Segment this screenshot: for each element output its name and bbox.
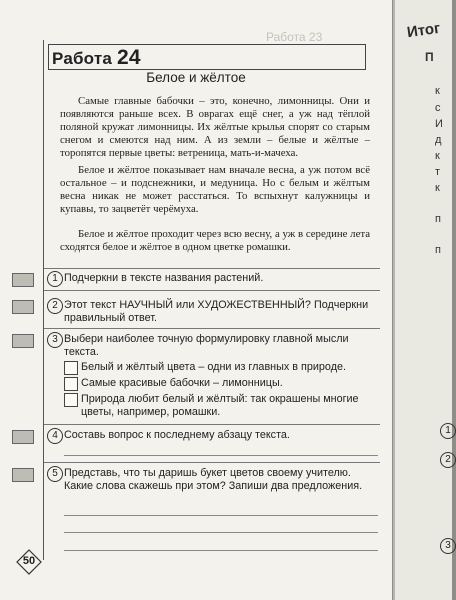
page-number: 50 bbox=[22, 555, 36, 567]
option-text-2: Самые красивые бабочки – лимонницы. bbox=[81, 377, 283, 389]
answer-line[interactable] bbox=[64, 515, 378, 516]
divider bbox=[44, 290, 380, 291]
next-page-letter: п bbox=[435, 244, 441, 256]
task-number-3: 3 bbox=[47, 332, 63, 348]
task-text-2: Этот текст НАУЧНЫЙ или ХУДОЖЕСТВЕННЫЙ? Подчеркни правильный ответ. bbox=[64, 299, 369, 324]
task-number-4: 4 bbox=[47, 428, 63, 444]
score-box-5[interactable] bbox=[12, 468, 34, 482]
text-title: Белое и жёлтое bbox=[146, 70, 246, 85]
option-checkbox-1[interactable] bbox=[64, 361, 78, 375]
paragraph-2: Белое и жёлтое показывает нам вначале весна, а уж потом всё остальное – и подснежники, и медуница. Но с белым и жёлтым весна никак не может расстаться. То вспыхнут калужницы и купавы, то зацветёт черёмуха. bbox=[60, 164, 370, 215]
score-box-2[interactable] bbox=[12, 300, 34, 314]
next-page-task-number: 3 bbox=[440, 538, 456, 554]
answer-line[interactable] bbox=[64, 550, 378, 551]
paragraph-3: Белое и жёлтое проходит через всю весну, а уж в середине лета сходятся белое и жёлтое в одном цветке ромашки. bbox=[60, 228, 370, 253]
task-number-1: 1 bbox=[47, 271, 63, 287]
score-box-3[interactable] bbox=[12, 334, 34, 348]
next-page-letter: д bbox=[435, 134, 442, 146]
option-checkbox-2[interactable] bbox=[64, 377, 78, 391]
next-page-task-number: 1 bbox=[440, 423, 456, 439]
next-page-letter: И bbox=[435, 118, 443, 130]
option-checkbox-3[interactable] bbox=[64, 393, 78, 407]
work-label: Работа bbox=[52, 49, 113, 68]
task-number-2: 2 bbox=[47, 298, 63, 314]
divider bbox=[44, 424, 380, 425]
task-text-3: Выбери наиболее точную формулировку главной мысли текста. bbox=[64, 333, 349, 358]
next-page-subheading: П bbox=[425, 50, 434, 64]
next-page-letter: т bbox=[435, 166, 441, 178]
divider bbox=[44, 328, 380, 329]
option-text-3: Природа любит белый и жёлтый: так окрашены многие цветы, например, ромашки. bbox=[81, 393, 359, 418]
answer-line[interactable] bbox=[64, 455, 378, 456]
page-number-badge bbox=[16, 549, 42, 575]
divider bbox=[44, 462, 380, 463]
next-page-letter: к bbox=[435, 85, 440, 97]
task-text-1: Подчеркни в тексте названия растений. bbox=[64, 272, 264, 284]
work-title bbox=[52, 46, 141, 70]
next-page-letter: к bbox=[435, 182, 440, 194]
answer-line[interactable] bbox=[64, 532, 378, 533]
next-page-letter: с bbox=[435, 102, 441, 114]
next-page-letter: п bbox=[435, 213, 441, 225]
divider bbox=[44, 268, 380, 269]
option-text-1: Белый и жёлтый цвета – одни из главных в природе. bbox=[81, 361, 346, 373]
score-box-4[interactable] bbox=[12, 430, 34, 444]
paragraph-1: Самые главные бабочки – это, конечно, лимонницы. Они и появляются раньше всех. В оврагах ещё снег, а уж над тёплой поляной кружат лимонницы. Их жёлтые крылья спорят со старым снегом и смеются над ним. А из земли – белые и жёлтые – торопятся первые цветы: ветреница, мать-и-мачеха. bbox=[60, 95, 370, 159]
task-text-5: Представь, что ты даришь букет цветов своему учителю. Какие слова скажешь при этом? Запиши два предложения. bbox=[64, 467, 363, 492]
margin-border bbox=[43, 40, 44, 560]
next-page-heading: Итог bbox=[405, 19, 442, 42]
next-page-letter: к bbox=[435, 150, 440, 162]
score-box-1[interactable] bbox=[12, 273, 34, 287]
work-number: 24 bbox=[116, 46, 141, 69]
task-number-5: 5 bbox=[47, 466, 63, 482]
next-page-edge bbox=[393, 0, 452, 600]
task-text-4: Составь вопрос к последнему абзацу текста. bbox=[64, 429, 290, 441]
bleed-through-text: Работа 23 bbox=[266, 30, 323, 44]
next-page-task-number: 2 bbox=[440, 452, 456, 468]
